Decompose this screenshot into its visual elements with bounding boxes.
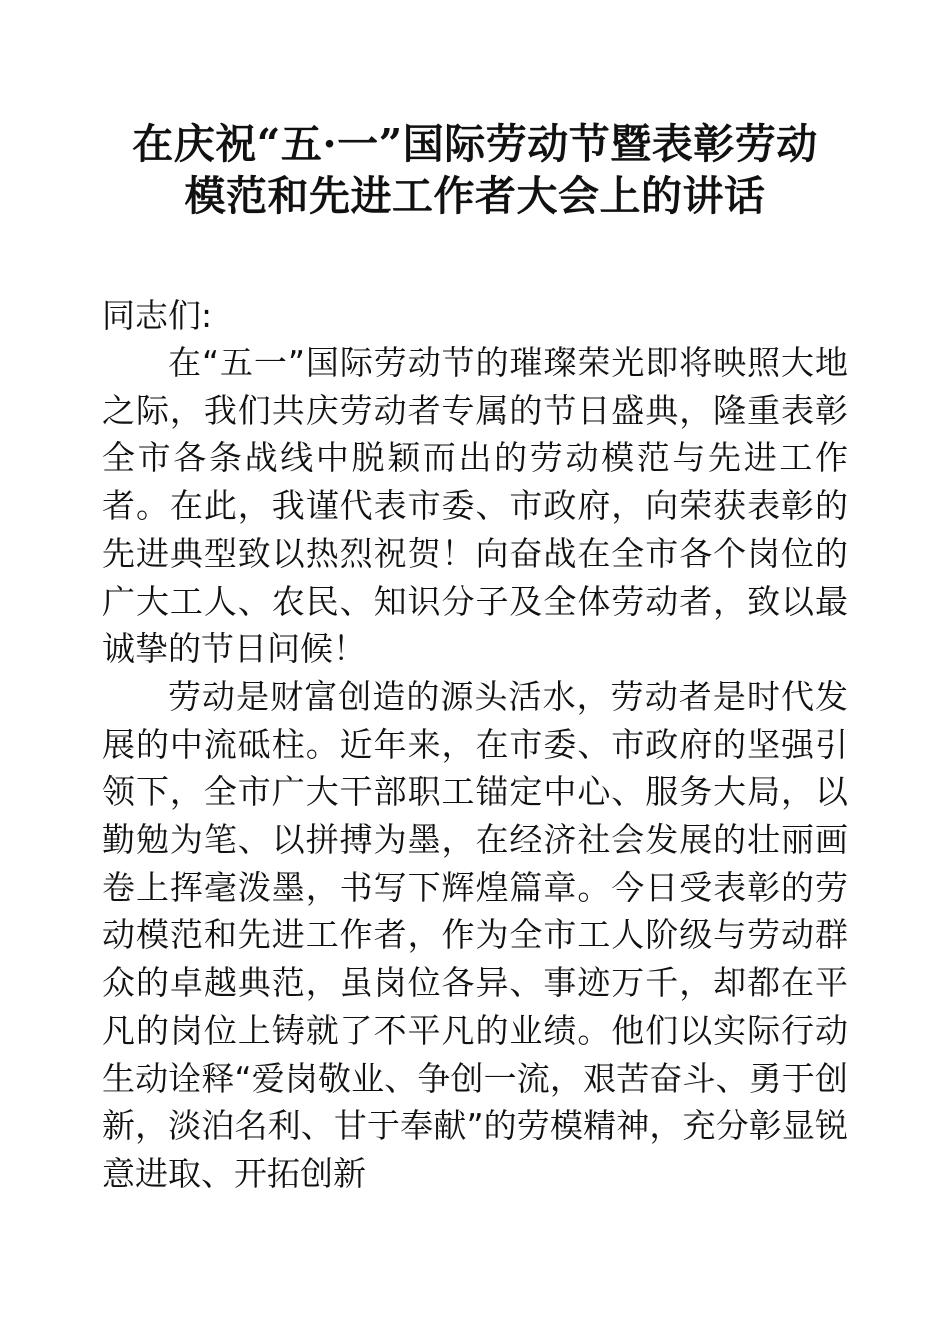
title-line-1: 在庆祝“五·一”国际劳动节暨表彰劳动	[132, 120, 818, 168]
paragraph-1: 在“五一”国际劳动节的璀璨荣光即将映照大地之际，我们共庆劳动者专属的节日盛典，隆重表彰全市各条战线中脱颖而出的劳动模范与先进工作者。在此，我谨代表市委、市政府，向荣获表彰的先进典型致以热烈祝贺！向奋战在全市各个岗位的广大工人、农民、知识分子及全体劳动者，致以最诚挚的节日问候！	[102, 343, 848, 669]
title-line-2: 模范和先进工作者大会上的讲话	[184, 172, 766, 220]
paragraph-2: 劳动是财富创造的源头活水，劳动者是时代发展的中流砥柱。近年来，在市委、市政府的坚强引领下，全市广大干部职工锚定中心、服务大局，以勤勉为笔、以拼搏为墨，在经济社会发展的壮丽画卷上挥毫泼墨，书写下辉煌篇章。今日受表彰的劳动模范和先进工作者，作为全市工人阶级与劳动群众的卓越典范，虽岗位各异、事迹万千，却都在平凡的岗位上铸就了不平凡的业绩。他们以实际行动生动诠释“爱岗敬业、争创一流，艰苦奋斗、勇于创新，淡泊名利、甘于奉献”的劳模精神，充分彰显锐意进取、开拓创新	[102, 676, 848, 1193]
greeting: 同志们:	[102, 296, 213, 335]
document-page	[102, 118, 848, 1198]
document-title	[102, 118, 848, 222]
